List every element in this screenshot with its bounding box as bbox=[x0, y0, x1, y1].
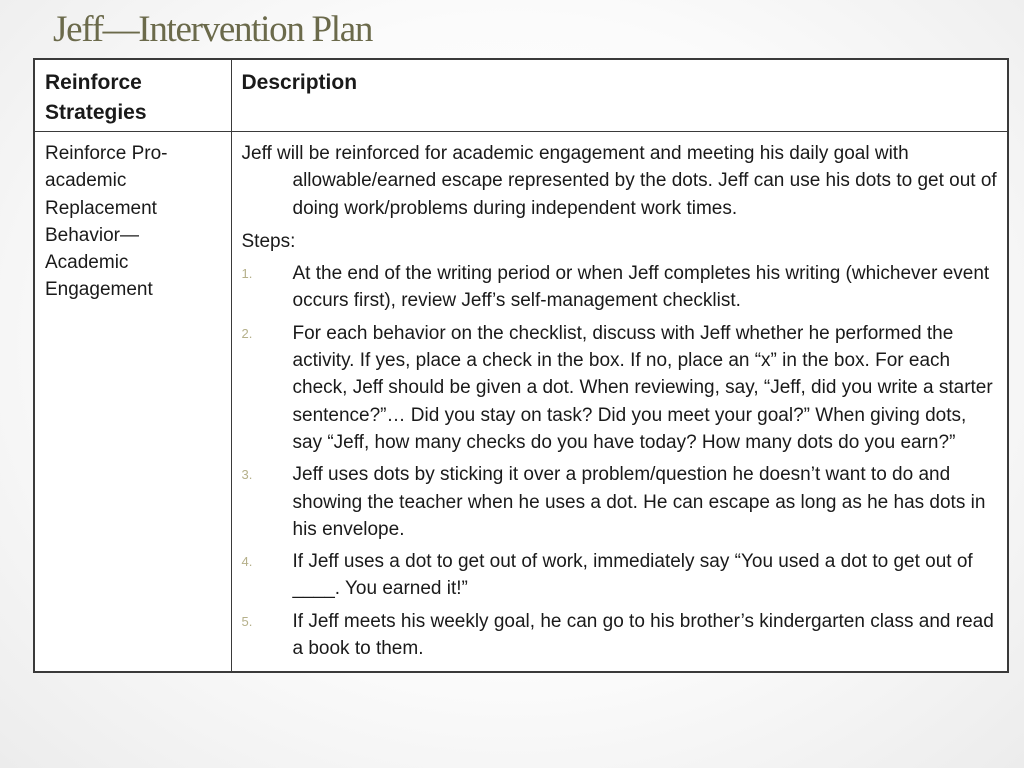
step-text: At the end of the writing period or when Jeff completes his writing (whichever event occurs first), review Jeff’s self-management checklist. bbox=[292, 263, 990, 312]
step-item-4 bbox=[242, 548, 998, 603]
intervention-table bbox=[33, 58, 1009, 673]
header-reinforce-strategies: Reinforce Strategies bbox=[34, 59, 231, 132]
step-item-3 bbox=[242, 461, 998, 543]
table-row bbox=[34, 132, 1008, 673]
step-number: 5. bbox=[241, 613, 253, 629]
steps-list bbox=[242, 260, 998, 662]
step-item-1 bbox=[242, 260, 998, 315]
step-number: 4. bbox=[241, 554, 253, 570]
steps-label: Steps: bbox=[241, 230, 296, 252]
step-item-2 bbox=[242, 320, 998, 456]
step-number: 3. bbox=[241, 467, 253, 483]
step-number: 2. bbox=[241, 325, 253, 341]
table-header-row bbox=[34, 59, 1008, 132]
header-description: Description bbox=[231, 59, 1008, 132]
strategy-cell: Reinforce Pro-academic Replacement Behavior—Academic Engagement bbox=[34, 132, 231, 673]
step-item-5 bbox=[242, 608, 998, 663]
description-cell bbox=[231, 132, 1008, 673]
step-number: 1. bbox=[241, 266, 253, 282]
slide-title: Jeff—Intervention Plan bbox=[53, 9, 373, 50]
step-text: If Jeff meets his weekly goal, he can go to his brother’s kindergarten class and read a book to them. bbox=[292, 610, 994, 660]
description-intro: Jeff will be reinforced for academic engagement and meeting his daily goal with allowable/earned escape represented by the dots. Jeff can use his dots to get out of doing work/problems during independent work times. bbox=[241, 143, 997, 219]
step-text: Jeff uses dots by sticking it over a problem/question he doesn’t want to do and showing the teacher when he uses a dot. He can escape as long as he has dots in his envelope. bbox=[292, 464, 986, 540]
step-text: If Jeff uses a dot to get out of work, immediately say “You used a dot to get out of ____. You earned it!” bbox=[292, 551, 973, 600]
step-text: For each behavior on the checklist, discuss with Jeff whether he performed the activity. If yes, place a check in the box. If no, place an “x” in the box. For each check, Jeff should be given a dot. When reviewing, say, “Jeff, did you write a starter sentence?”… Did you stay on task? Did you meet your goal?” When giving dots, say “Jeff, how many checks do you have today? How many dots do you earn?” bbox=[292, 322, 993, 453]
